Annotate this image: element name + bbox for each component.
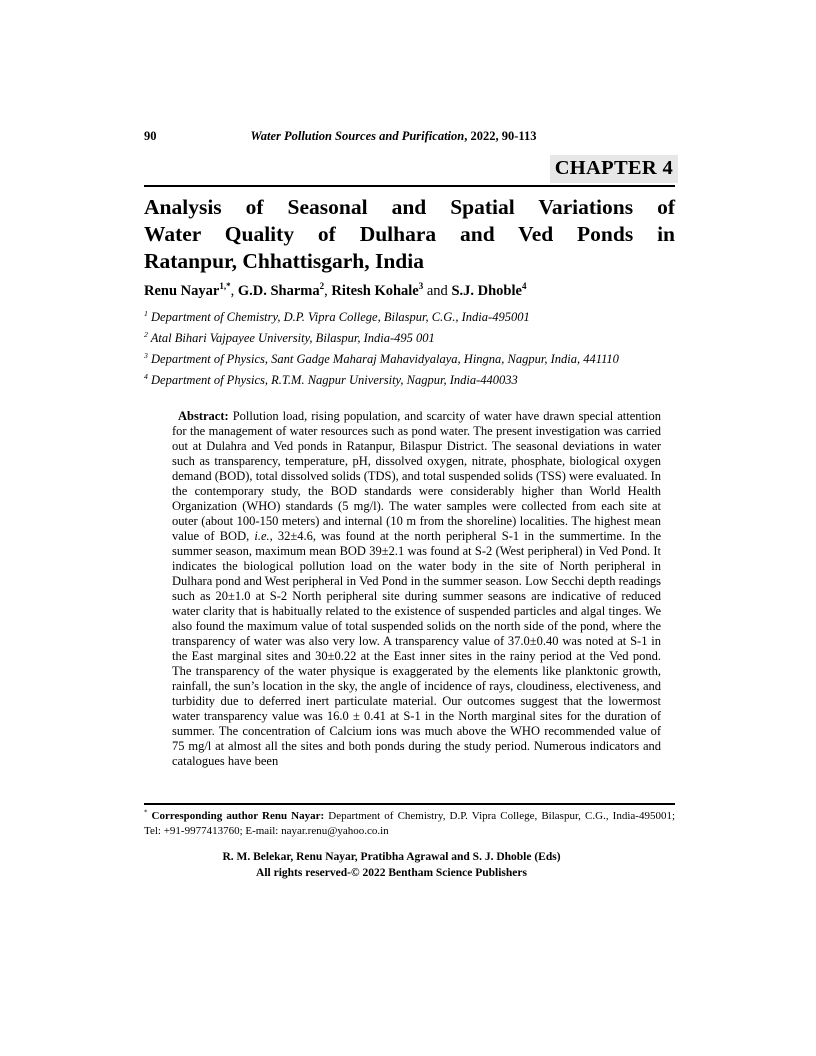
chapter-label: CHAPTER 4	[550, 155, 678, 183]
footnote-rule	[144, 803, 675, 805]
affiliation-superscript: 1	[144, 308, 148, 318]
author	[331, 283, 451, 299]
affiliation-superscript: 3	[144, 350, 148, 360]
author-superscript: 2	[319, 281, 325, 292]
author	[451, 283, 526, 299]
footnote-bold-text: Corresponding author Renu Nayar:	[147, 810, 325, 822]
footnote-marker: *	[144, 809, 148, 817]
header-rule	[144, 185, 675, 187]
affiliations	[144, 307, 675, 391]
affiliation	[144, 307, 675, 328]
abstract-text: Pollution load, rising population, and scarcity of water have drawn special attention for the management of water resources such as pond water. The present investigation was carried out at Dulahra and Ved ponds in Ratanpur, Bilaspur District. The seasonal deviations in water such as transparency, temperature, pH, dissolved oxygen, nitrate, phosphate, biological oxygen demand (BOD), total dissolved solids (TDS), and total suspended solids (TSS) were evaluated. In the contemporary study, the BOD standards were considerably higher than World Health Organization (WHO) standards (5 mg/l). The water samples were collected from each site at outer (about 100-150 meters) and internal (10 m from the shoreline) localities. The highest mean value of BOD,	[172, 409, 661, 543]
chapter-title-line: Ratanpur, Chhattisgarh, India	[144, 249, 424, 273]
affiliation	[144, 349, 675, 370]
author	[144, 283, 238, 299]
affiliation-text: Department of Chemistry, D.P. Vipra College, Bilaspur, C.G., India-495001	[151, 310, 530, 324]
affiliation-text: Atal Bihari Vajpayee University, Bilaspur, India-495 001	[150, 331, 435, 345]
chapter-title-line: Analysis of Seasonal and Spatial Variations of	[144, 195, 675, 219]
abstract-label: Abstract:	[178, 409, 229, 423]
chapter-title-line: Water Quality of Dulhara and Ved Ponds in	[144, 222, 675, 246]
affiliation-text: Department of Physics, Sant Gadge Maharaj Mahavidyalaya, Hingna, Nagpur, India, 441110	[151, 352, 619, 366]
author-name: Renu Nayar	[144, 283, 220, 299]
author	[238, 283, 332, 299]
affiliation-superscript: 2	[144, 329, 148, 339]
authors-line	[144, 283, 675, 300]
corresponding-author-footnote	[144, 809, 675, 838]
affiliation-superscript: 4	[144, 371, 148, 381]
author-separator: and	[423, 283, 452, 299]
book-footer-copyright: All rights reserved-© 2022 Bentham Science Publishers	[256, 866, 527, 879]
book-footer-editors: R. M. Belekar, Renu Nayar, Pratibha Agrawal and S. J. Dhoble (Eds)	[222, 851, 561, 863]
author-name: Ritesh Kohale	[331, 283, 419, 299]
author-superscript: 4	[521, 281, 527, 292]
running-head-book-title: Water Pollution Sources and Purification	[250, 129, 465, 143]
running-head	[128, 129, 659, 144]
affiliation-text: Department of Physics, R.T.M. Nagpur University, Nagpur, India-440033	[151, 373, 518, 387]
abstract-text: , 32±4.6, was found at the north peripheral S-1 in the summertime. In the summer season, maximum mean BOD 39±2.1 was found at S-2 (West peripheral) in Ved Pond. It indicates the biological pollution load on the water body in the site of North peripheral in Dulhara pond and West peripheral in Ved Pond in the summer season. Low Secchi depth readings such as 20±1.0 at S-2 North peripheral site during summer seasons are indicative of reduced water clarity that is habitually related to the existence of suspended particles and algal tinges. We also found the maximum value of total suspended solids on the north side of the pond, where the transparency of water was also very low. A transparency value of 37.0±0.40 was noted at S-1 in the East marginal sites and 30±0.22 at the East inner sites in the rainy period at the Ved pond. The transparency of the water physique is exaggerated by the elements like planktonic growth, rainfall, the sun’s location in the sky, the angle of incidence of rays, cloudiness, electiveness, and turbidity due to deferred inert particulate material. Our outcomes suggest that the lowermost water transparency value was 16.0 ± 0.41 at S-1 in the North marginal sites for the duration of summer. The concentration of Calcium ions was much above the WHO recommended value of 75 mg/l at almost all the sites and both ponds during the study period. Numerous indicators and catalogues have been	[172, 529, 661, 768]
book-footer	[144, 850, 675, 881]
author-name: S.J. Dhoble	[451, 283, 522, 299]
author-superscript: 1,*	[219, 281, 231, 292]
author-name: G.D. Sharma	[237, 283, 320, 299]
footnote-text: Department of Chemistry, D.P. Vipra College, Bilaspur, C.G., India-495001; Tel: +91-9977413760; E-mail: nayar.renu@yahoo.co.in	[144, 810, 675, 837]
author-separator: ,	[324, 283, 332, 299]
affiliation	[144, 370, 675, 391]
abstract-ie-term: i.e.	[254, 529, 270, 543]
running-head-meta: , 2022, 90-113	[464, 129, 537, 143]
page-number: 90	[144, 129, 157, 143]
abstract-paragraph	[172, 409, 661, 769]
author-separator: ,	[230, 283, 238, 299]
affiliation	[144, 328, 675, 349]
chapter-title	[144, 194, 675, 275]
author-superscript: 3	[418, 281, 424, 292]
